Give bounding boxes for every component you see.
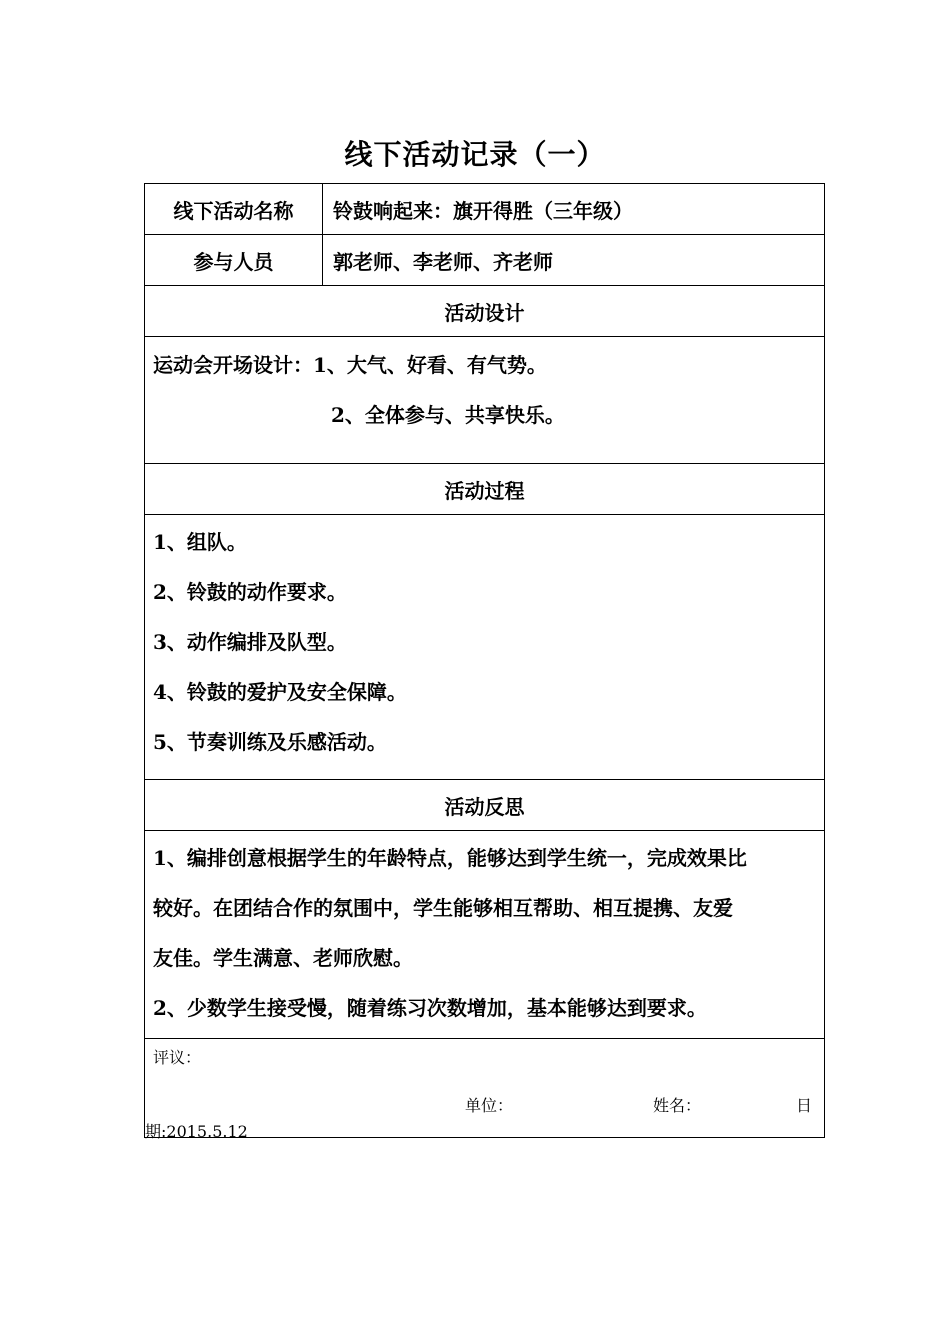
activity-record-table bbox=[144, 183, 825, 1141]
process-item: 1、组队。 bbox=[153, 530, 247, 554]
activity-name-label: 线下活动名称 bbox=[145, 184, 323, 235]
design-content bbox=[145, 337, 825, 464]
process-item: 5、节奏训练及乐感活动。 bbox=[153, 730, 387, 754]
participants-label: 参与人员 bbox=[145, 235, 323, 286]
page-title: 线下活动记录（一） bbox=[344, 138, 606, 171]
reflection-line: 较好。在团结合作的氛围中，学生能够相互帮助、相互提携、友爱 bbox=[153, 896, 733, 920]
reflection-heading: 活动反思 bbox=[145, 780, 825, 831]
design-heading: 活动设计 bbox=[145, 286, 825, 337]
activity-name-value: 铃鼓响起来：旗开得胜（三年级） bbox=[323, 184, 825, 235]
process-heading: 活动过程 bbox=[145, 464, 825, 515]
comment-section bbox=[145, 1039, 825, 1141]
date-value: 期:2015.5.12 bbox=[145, 1122, 248, 1141]
participants-row bbox=[145, 235, 825, 286]
unit-label: 单位： bbox=[465, 1096, 514, 1115]
name-label: 姓名： bbox=[653, 1096, 702, 1115]
reflection-line: 1、编排创意根据学生的年龄特点，能够达到学生统一，完成效果比 bbox=[153, 846, 747, 870]
design-line-1: 运动会开场设计：1、大气、好看、有气势。 bbox=[153, 353, 547, 377]
reflection-content bbox=[145, 831, 825, 1039]
process-content bbox=[145, 515, 825, 780]
process-item: 3、动作编排及队型。 bbox=[153, 630, 347, 654]
participants-value: 郭老师、李老师、齐老师 bbox=[323, 235, 825, 286]
design-line-2: 2、全体参与、共享快乐。 bbox=[331, 403, 565, 427]
activity-name-row bbox=[145, 184, 825, 235]
comment-label: 评议： bbox=[153, 1048, 202, 1067]
date-label-prefix: 日 bbox=[796, 1096, 813, 1115]
process-item: 4、铃鼓的爱护及安全保障。 bbox=[153, 680, 407, 704]
reflection-line: 2、少数学生接受慢，随着练习次数增加，基本能够达到要求。 bbox=[153, 996, 707, 1020]
reflection-line: 友佳。学生满意、老师欣慰。 bbox=[153, 946, 413, 970]
process-item: 2、铃鼓的动作要求。 bbox=[153, 580, 347, 604]
